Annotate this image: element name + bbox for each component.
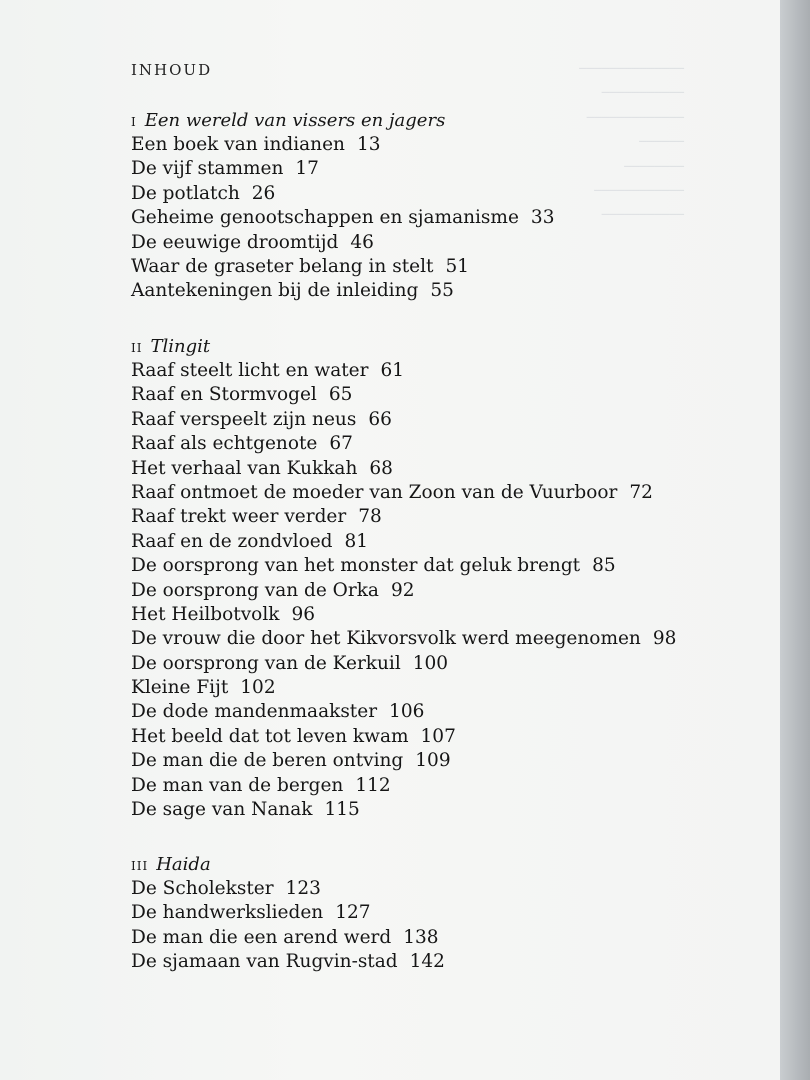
entry-title: De oorsprong van de Orka (131, 579, 379, 601)
entry-page: 78 (358, 506, 382, 528)
toc-entry (131, 926, 445, 950)
entry-page: 92 (390, 579, 415, 601)
entry-title: Raaf en Stormvogel (131, 384, 317, 406)
entry-page: 51 (445, 255, 469, 277)
toc-entry (131, 279, 554, 303)
section-numeral: II (131, 341, 143, 355)
show-through-line: ⎯⎯⎯⎯⎯⎯⎯⎯⎯⎯⎯⎯⎯ (587, 106, 685, 125)
section-name: Haida (156, 854, 211, 875)
entry-page: 55 (430, 280, 454, 302)
entry-page: 98 (652, 628, 677, 650)
entry-page: 106 (389, 701, 425, 723)
entry-title: Raaf steelt licht en water (131, 360, 369, 381)
toc-heading: INHOUD (131, 61, 213, 79)
show-through-line: ⎯⎯⎯⎯⎯⎯⎯⎯⎯⎯⎯ (602, 204, 685, 223)
entry-page: 46 (350, 231, 374, 253)
entry-page: 138 (403, 926, 439, 948)
entry-title: De dode mandenmaakster (131, 701, 378, 723)
entry-page: 61 (380, 360, 405, 381)
entry-page: 100 (412, 652, 449, 674)
entry-page: 85 (592, 555, 616, 577)
entry-title: Het Heilbotvolk (131, 603, 280, 625)
entry-page: 112 (355, 774, 391, 796)
section-numeral: III (131, 859, 149, 873)
entry-title: De man die een arend werd (131, 926, 392, 948)
entry-title: De sage van Nanak (131, 799, 313, 821)
entry-title: Raaf als echtgenote (131, 433, 318, 455)
toc-section-2 (131, 334, 676, 822)
toc-entry (131, 877, 445, 901)
entry-title: De potlatch (131, 182, 240, 204)
show-through-line: ⎯⎯⎯⎯⎯⎯⎯⎯⎯⎯⎯⎯⎯⎯ (579, 58, 685, 76)
toc-entry (131, 432, 676, 456)
entry-title: Raaf en de zondvloed (131, 530, 333, 552)
entry-title: Waar de graseter belang in stelt (131, 255, 434, 277)
toc-entry (131, 359, 676, 383)
entry-page: 142 (409, 951, 445, 973)
entry-title: De oorsprong van de Kerkuil (131, 652, 401, 674)
toc-entry (131, 505, 676, 529)
toc-entry (131, 457, 676, 481)
entry-page: 96 (291, 603, 315, 625)
section-title (131, 108, 554, 133)
toc-entry (131, 950, 445, 974)
entry-page: 68 (369, 457, 393, 479)
entry-title: Aantekeningen bij de inleiding (131, 280, 419, 302)
entry-title: Raaf verspeelt zijn neus (131, 408, 357, 430)
entry-title: De sjamaan van Rugvin-stad (131, 951, 398, 973)
toc-entry (131, 206, 554, 230)
entry-title: De eeuwige droomtijd (131, 231, 339, 253)
entry-title: De vijf stammen (131, 158, 284, 180)
entry-title: De man van de bergen (131, 774, 344, 796)
entry-title: De Scholekster (131, 878, 274, 899)
entry-title: Kleine Fijt (131, 677, 229, 699)
entry-title: Raaf ontmoet de moeder van Zoon van de Vuurboor (131, 481, 618, 503)
toc-entry (131, 157, 554, 181)
toc-entry (131, 700, 676, 724)
entry-page: 109 (415, 750, 451, 772)
toc-entry (131, 530, 676, 554)
entry-page: 81 (344, 530, 369, 552)
show-through-line: ⎯⎯⎯⎯⎯⎯⎯⎯⎯⎯⎯⎯ (594, 180, 685, 199)
entry-title: Het beeld dat tot leven kwam (131, 725, 409, 747)
toc-entry (131, 676, 676, 700)
entry-title: Het verhaal van Kukkah (131, 457, 358, 479)
toc-entry (131, 383, 676, 407)
toc-entry (131, 182, 554, 206)
entry-title: Een boek van indianen (131, 134, 345, 155)
toc-section-3 (131, 852, 445, 975)
toc-entry (131, 725, 676, 749)
show-through-line: ⎯⎯⎯⎯⎯⎯ (639, 131, 685, 150)
toc-entry (131, 554, 676, 578)
section-title (131, 334, 676, 359)
toc-entry (131, 481, 676, 505)
entry-page: 72 (629, 481, 653, 503)
entry-page: 102 (240, 677, 276, 699)
toc-entry (131, 774, 676, 798)
entry-title: De oorsprong van het monster dat geluk brengt (131, 555, 581, 577)
entry-title: Geheime genootschappen en sjamanisme (131, 207, 519, 229)
entry-page: 67 (329, 433, 353, 455)
entry-title: Raaf trekt weer verder (131, 506, 347, 528)
toc-entry (131, 231, 554, 255)
toc-entry (131, 408, 676, 432)
entry-page: 107 (420, 725, 456, 747)
show-through-line: ⎯⎯⎯⎯⎯⎯⎯⎯ (624, 155, 685, 174)
entry-page: 33 (530, 207, 555, 229)
toc-entry (131, 627, 676, 651)
entry-title: De vrouw die door het Kikvorsvolk werd meegenomen (131, 628, 641, 650)
section-title (131, 852, 445, 877)
entry-page: 123 (285, 878, 321, 899)
section-name: Een wereld van vissers en jagers (144, 110, 446, 131)
toc-entry (131, 652, 676, 676)
toc-entry (131, 255, 554, 279)
entry-title: De handwerkslieden (131, 902, 324, 924)
entry-page: 115 (324, 799, 360, 821)
toc-entry (131, 579, 676, 603)
entry-page: 26 (251, 182, 276, 204)
section-numeral: I (131, 115, 137, 129)
toc-entry (131, 901, 445, 925)
toc-section-1 (131, 108, 554, 304)
section-name: Tlingit (150, 336, 211, 357)
entry-page: 17 (295, 158, 319, 180)
entry-title: De man die de beren ontving (131, 750, 404, 772)
show-through-line: ⎯⎯⎯⎯⎯⎯⎯⎯⎯⎯⎯ (602, 82, 685, 101)
entry-page: 66 (368, 408, 392, 430)
toc-entry (131, 749, 676, 773)
entry-page: 65 (328, 384, 353, 406)
entry-page: 127 (335, 902, 371, 924)
entry-page: 13 (356, 134, 381, 155)
toc-entry (131, 603, 676, 627)
page-edge (780, 0, 810, 1080)
toc-entry (131, 133, 554, 157)
toc-entry (131, 798, 676, 822)
